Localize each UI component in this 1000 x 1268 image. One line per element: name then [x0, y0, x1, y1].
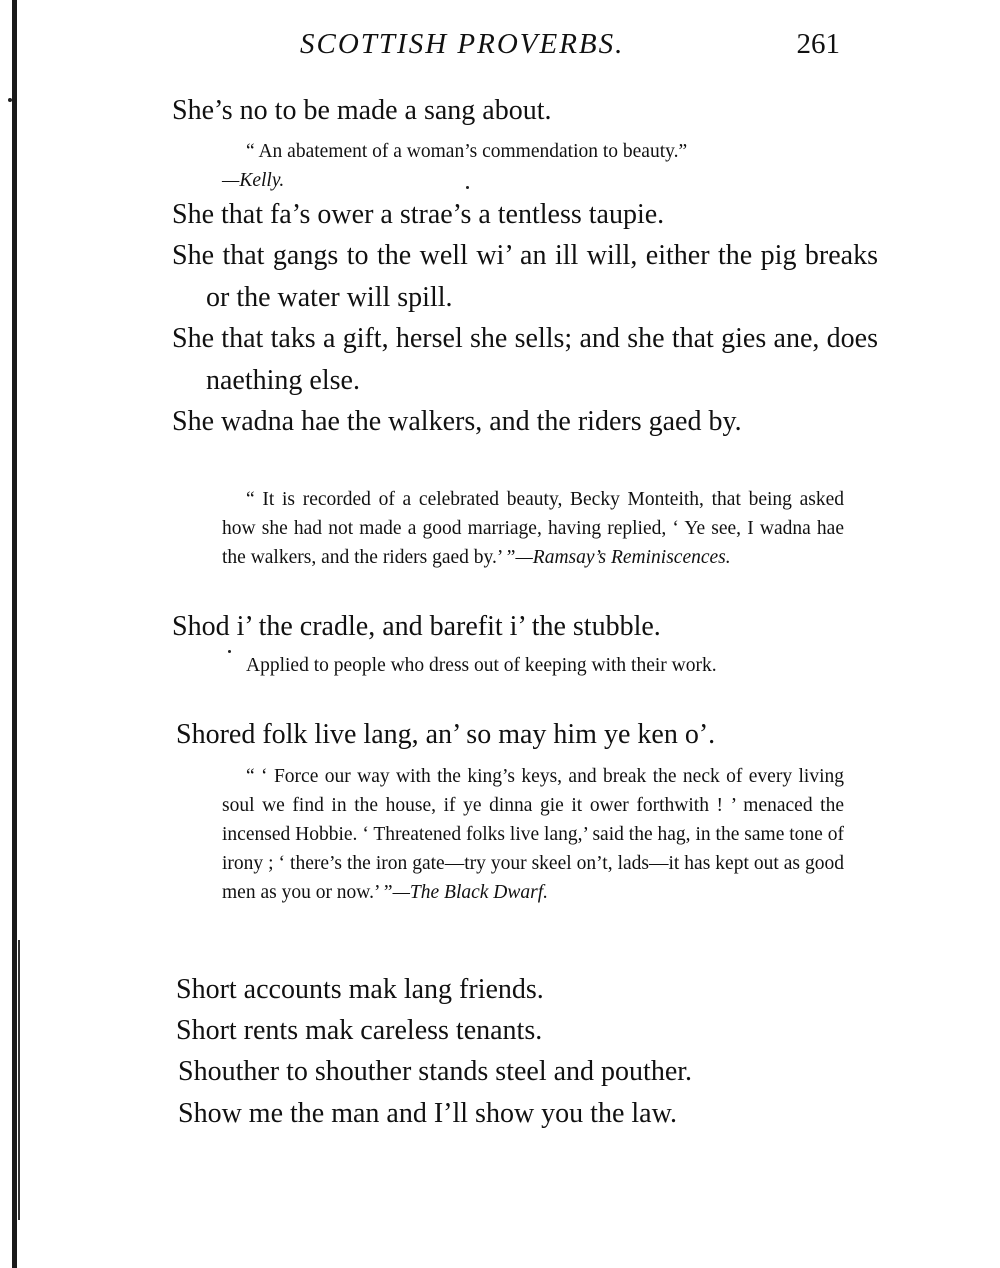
binding-edge — [12, 0, 17, 1268]
proverb: She that gangs to the well wi’ an ill will, either the pig breaks or the water will spill. — [172, 240, 878, 313]
note-text: “ ‘ Force our way with the king’s keys, and break the neck of every living soul we find in the house, if ye dinna gie it ower forthwith ! ’ menaced the incensed Hobbie. ‘ Threatened folks live lang,’ said the hag, in the same tone of irony ; ‘ there’s the iron gate—try your skeel on’t, lads—it has kept out as good men as you or now.’ ” — [222, 766, 844, 903]
proverb: Shored folk live lang, an’ so may him ye ken o’. — [176, 719, 716, 750]
note-text: Applied to people who dress out of keeping with their work. — [246, 655, 717, 676]
proverb: She wadna hae the walkers, and the riders gaed by. — [172, 406, 742, 437]
proverb-note — [222, 485, 844, 572]
proverb: She that fa’s ower a strae’s a tentless taupie. — [172, 199, 665, 230]
page-header — [300, 28, 860, 68]
proverb-note — [222, 651, 844, 680]
binding-edge-shadow — [18, 940, 20, 1220]
note-attribution: —The Black Dwarf. — [392, 882, 549, 903]
proverb: Shod i’ the cradle, and barefit i’ the stubble. — [172, 611, 661, 642]
proverb-note-attribution — [222, 166, 844, 195]
page-number: 261 — [796, 28, 840, 60]
note-attribution: —Kelly. — [222, 170, 285, 191]
proverb: Shouther to shouther stands steel and pouther. — [178, 1056, 693, 1087]
proverb-note — [222, 137, 844, 166]
proverb: She that taks a gift, hersel she sells; and she that gies ane, does naething else. — [172, 323, 878, 396]
proverb: Show me the man and I’ll show you the law. — [178, 1098, 677, 1129]
note-text: “ An abatement of a woman’s commendation to beauty.” — [246, 141, 688, 162]
proverb: Short rents mak careless tenants. — [176, 1015, 543, 1046]
note-text: “ It is recorded of a celebrated beauty, Becky Monteith, that being asked how she had not made a good marriage, having replied, ‘ Ye see, I wadna hae the walkers, and the riders gaed by.’ ” — [222, 489, 844, 568]
note-attribution: —Ramsay’s Reminiscences. — [515, 547, 731, 568]
proverb-note — [222, 762, 844, 907]
proverb: Short accounts mak lang friends. — [176, 974, 544, 1005]
running-title: SCOTTISH PROVERBS. — [300, 28, 625, 60]
page-speck — [8, 98, 12, 102]
proverb: She’s no to be made a sang about. — [172, 95, 552, 126]
